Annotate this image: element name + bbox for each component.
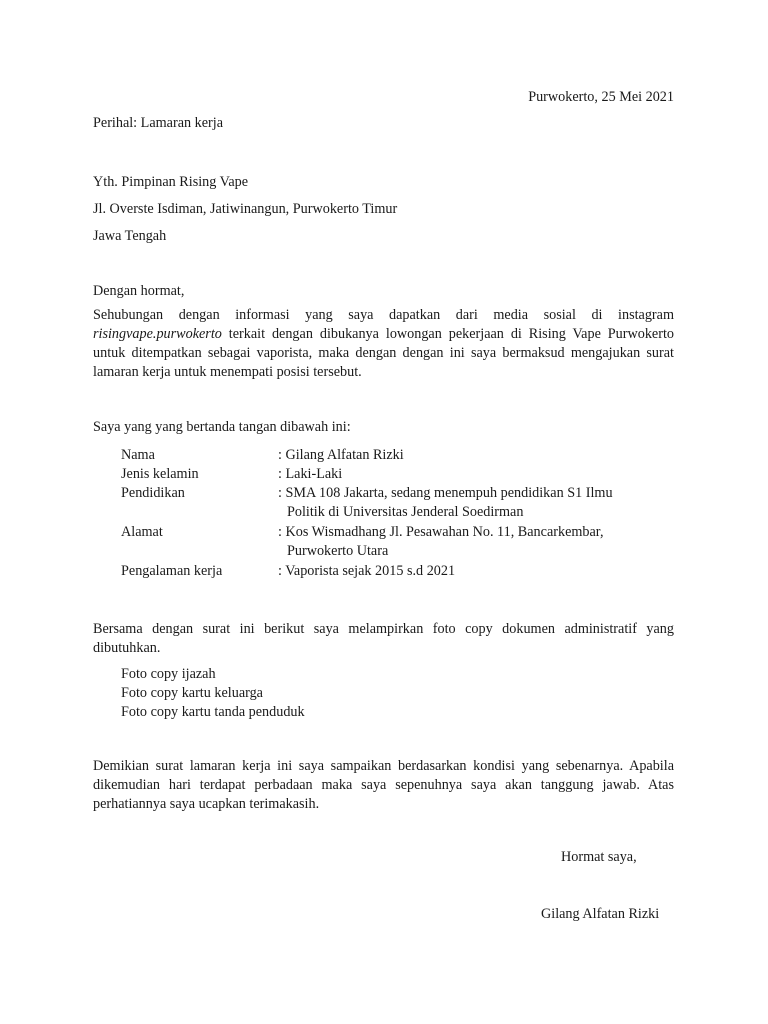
recipient-name: Yth. Pimpinan Rising Vape — [93, 174, 249, 190]
attachment-item: Foto copy kartu tanda penduduk — [121, 704, 305, 720]
detail-value-nama: : Gilang Alfatan Rizki — [278, 447, 404, 463]
signed-intro: Saya yang yang bertanda tangan dibawah ini: — [93, 419, 351, 435]
subject-line: Perihal: Lamaran kerja — [93, 115, 223, 131]
detail-label-pengalaman-kerja: Pengalaman kerja — [121, 563, 223, 579]
greeting: Dengan hormat, — [93, 283, 185, 299]
detail-label-pendidikan: Pendidikan — [121, 485, 185, 501]
detail-value-jenis-kelamin: : Laki-Laki — [278, 466, 343, 482]
attachment-item: Foto copy ijazah — [121, 666, 216, 682]
place-date: Purwokerto, 25 Mei 2021 — [528, 89, 674, 105]
sign-off: Hormat saya, — [561, 849, 637, 865]
intro-paragraph — [93, 306, 674, 382]
detail-label-nama: Nama — [121, 447, 155, 463]
detail-value-pengalaman-kerja: : Vaporista sejak 2015 s.d 2021 — [278, 563, 456, 579]
intro-part2: terkait dengan dibukanya lowongan pekerjaan di Rising Vape Purwokerto untuk ditempatkan sebagai vaporista, maka dengan dengan ini saya bermaksud mengajukan surat lamaran kerja untuk menempati posisi tersebut. — [93, 326, 674, 380]
detail-value-alamat: : Kos Wismadhang Jl. Pesawahan No. 11, Bancarkembar, — [278, 524, 604, 540]
detail-label-jenis-kelamin: Jenis kelamin — [121, 466, 199, 482]
recipient-province: Jawa Tengah — [93, 228, 167, 244]
detail-value-alamat-cont: Purwokerto Utara — [287, 543, 389, 559]
detail-label-alamat: Alamat — [121, 524, 163, 540]
detail-value-pendidikan: : SMA 108 Jakarta, sedang menempuh pendidikan S1 Ilmu — [278, 485, 613, 501]
closing-paragraph: Demikian surat lamaran kerja ini saya sampaikan berdasarkan kondisi yang sebenarnya. Apabila dikemudian hari terdapat perbadaan maka saya sepenuhnya saya akan tanggung jawab. Atas perhatiannya saya ucapkan terimakasih. — [93, 758, 674, 812]
intro-part1: Sehubungan dengan informasi yang saya dapatkan dari media sosial di instagram — [93, 307, 674, 323]
recipient-address: Jl. Overste Isdiman, Jatiwinangun, Purwokerto Timur — [93, 201, 398, 217]
instagram-handle: risingvape.purwokerto — [93, 326, 222, 342]
detail-value-pendidikan-cont: Politik di Universitas Jenderal Soedirman — [287, 504, 524, 520]
signer-name: Gilang Alfatan Rizki — [541, 906, 660, 922]
attachment-item: Foto copy kartu keluarga — [121, 685, 263, 701]
attachment-paragraph: Bersama dengan surat ini berikut saya melampirkan foto copy dokumen administratif yang dibutuhkan. — [93, 621, 674, 656]
